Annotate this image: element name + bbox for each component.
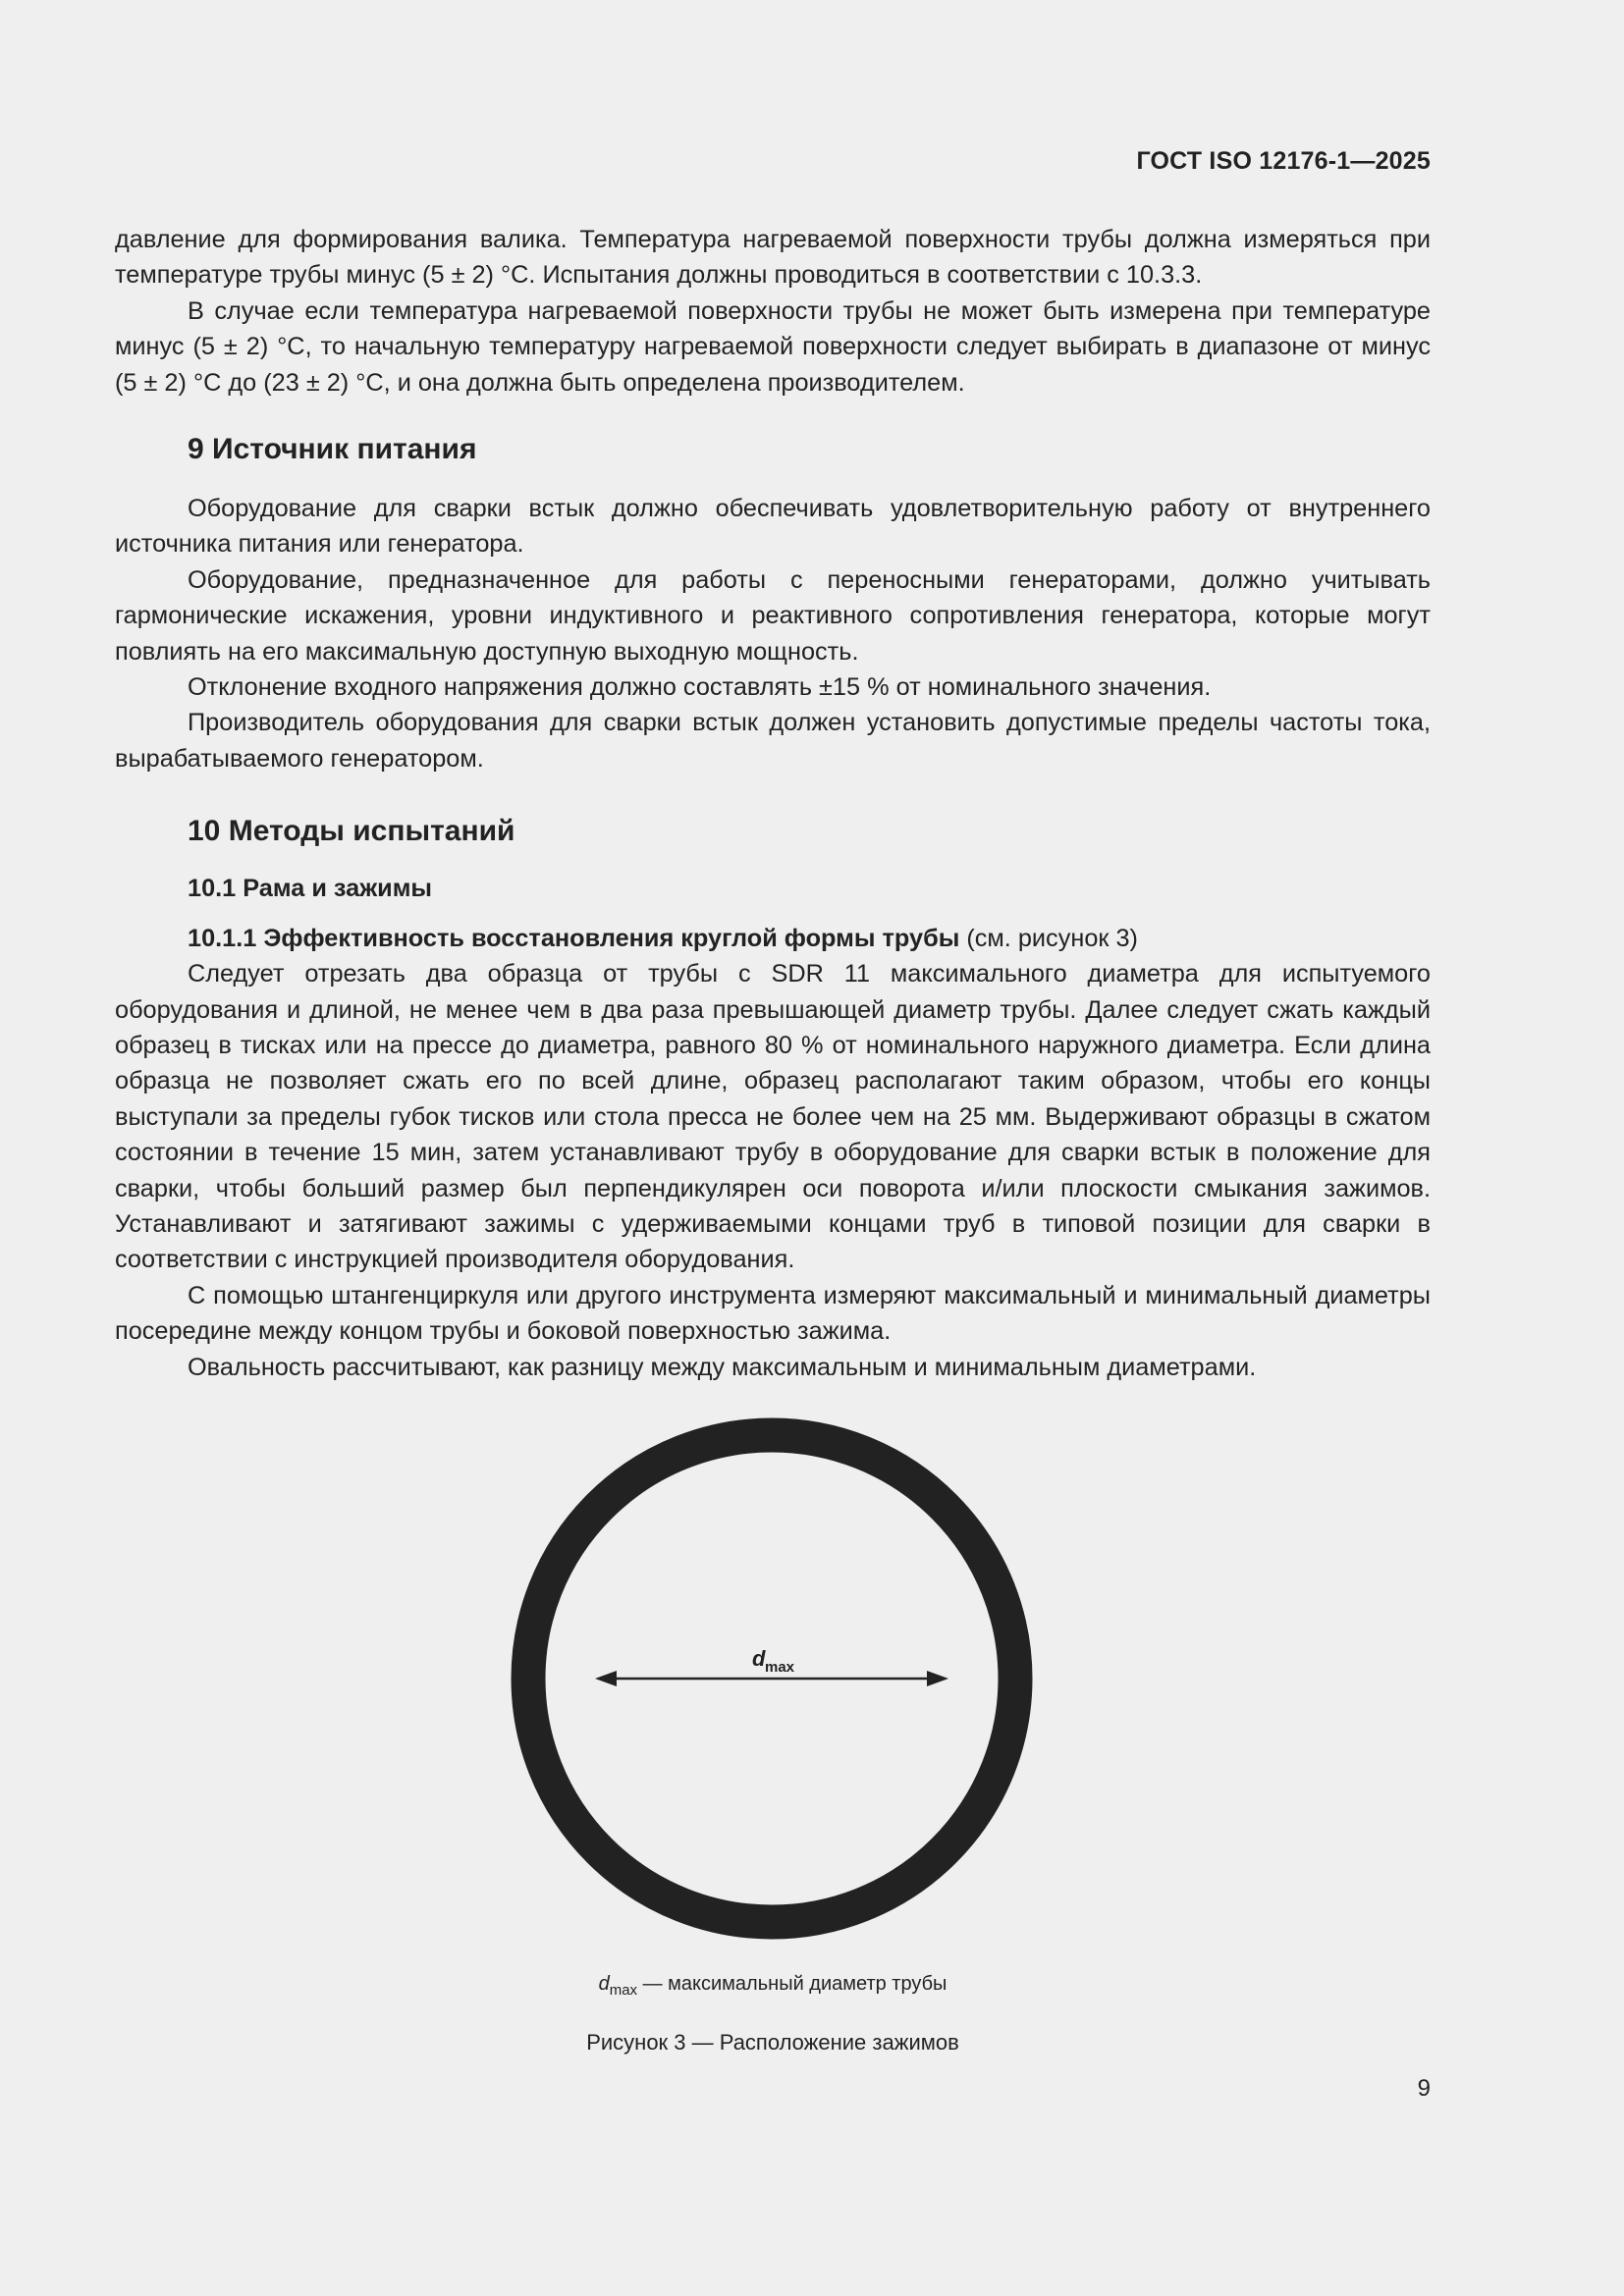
dimension-symbol: d — [752, 1646, 766, 1671]
page-number: 9 — [1417, 2075, 1431, 2102]
paragraph: Следует отрезать два образца от трубы с SDR 11 максимального диаметра для испытуемого оборудования и длиной, не менее чем в два раза превышающей диаметр трубы. Далее следует сжать каждый образец в тисках или на прессе до диаметра, равного 80 % от номинального наружного диаметра. Если длина образца не позволяет сжать его по всей длине, образец располагают таким образом, чтобы его концы выступали за пределы губок тисков или стола пресса не более чем на 25 мм. Выдерживают образцы в сжатом состоянии в течение 15 мин, затем устанавливают трубу в оборудование для сварки встык в положение для сварки, чтобы больший размер был перпендикулярен оси поворота и/или плоскости смыкания зажимов. Устанавливают и затягивают зажимы с удерживаемыми концами труб в типовой позиции для сварки в соответствии с инструкцией производителя оборудования. — [115, 960, 1431, 1274]
document-body — [115, 222, 1431, 1385]
legend-symbol: d — [598, 1973, 610, 1995]
arrow-right-icon — [927, 1671, 948, 1686]
paragraph: Оборудование для сварки встык должно обеспечивать удовлетворительную работу от внутреннего источника питания или генератора. — [115, 495, 1431, 559]
section-9-heading: 9 Источник питания — [188, 433, 477, 466]
legend-text: — максимальный диаметр трубы — [637, 1973, 947, 1995]
subsection-10-1-1-heading — [115, 921, 1431, 956]
paragraph: Производитель оборудования для сварки встык должен установить допустимые пределы частоты тока, вырабатываемого генератором. — [115, 709, 1431, 773]
section-10-heading: 10 Методы испытаний — [188, 815, 515, 848]
paragraph: Оборудование, предназначенное для работы с переносными генераторами, должно учитывать гармонические искажения, уровни индуктивного и реактивного сопротивления генератора, которые могут повлиять на его максимальную доступную выходную мощность. — [115, 565, 1431, 666]
pipe-ring-diagram — [497, 1414, 1047, 1963]
figure-caption: Рисунок 3 — Расположение зажимов — [586, 2030, 959, 2055]
subsection-10-1-heading: 10.1 Рама и зажимы — [188, 875, 433, 903]
paragraph: Овальность рассчитывают, как разницу между максимальным и минимальным диаметрами. — [188, 1353, 1257, 1381]
legend-subscript: max — [609, 1982, 638, 1999]
document-page — [115, 0, 1431, 2296]
paragraph: В случае если температура нагреваемой поверхности трубы не может быть измерена при температуре минус (5 ± 2) °С, то начальную температуру нагреваемой поверхности следует выбирать в диапазоне от минус (5 ± 2) °С до (23 ± 2) °С, и она должна быть определена производителем. — [115, 296, 1431, 397]
document-code: ГОСТ ISO 12176-1—2025 — [1136, 147, 1431, 175]
arrow-left-icon — [595, 1671, 617, 1686]
paragraph: давление для формирования валика. Температура нагреваемой поверхности трубы должна измеряться при температуре трубы минус (5 ± 2) °С. Испытания должны проводиться в соответствии с 10.3.3. — [115, 226, 1431, 290]
dimension-subscript: max — [765, 1659, 795, 1676]
paragraph: Отклонение входного напряжения должно составлять ±15 % от номинального значения. — [188, 673, 1212, 702]
paragraph: С помощью штангенциркуля или другого инструмента измеряют максимальный и минимальный диаметры посередине между концом трубы и боковой поверхностью зажима. — [115, 1281, 1431, 1346]
figure-legend — [115, 1973, 1431, 1999]
figure-reference: (см. рисунок 3) — [959, 924, 1138, 952]
subsection-10-1-1-title: 10.1.1 Эффективность восстановления круглой формы трубы — [188, 924, 960, 952]
